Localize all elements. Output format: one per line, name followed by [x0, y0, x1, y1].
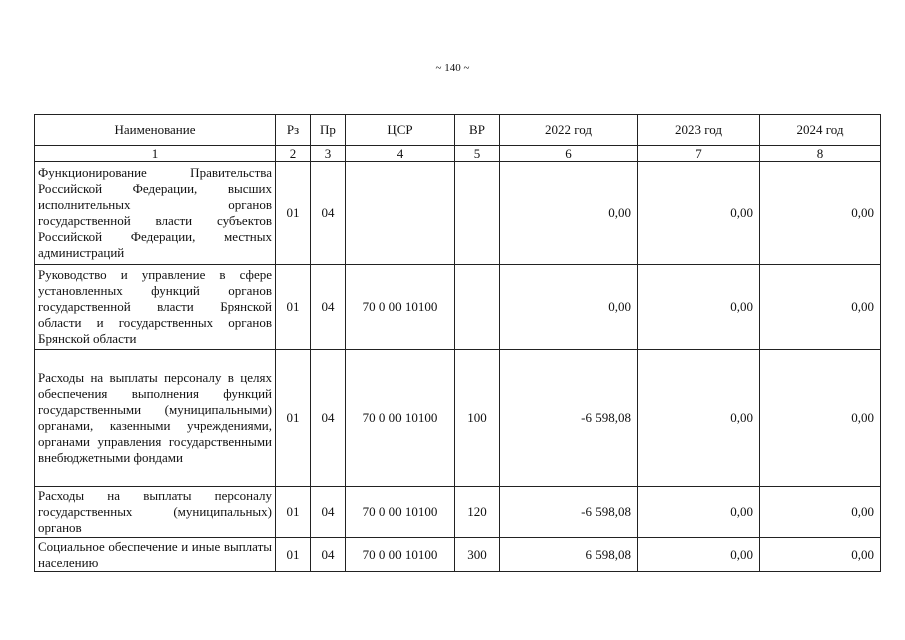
row-pr: 04	[311, 487, 346, 538]
header-row	[35, 115, 881, 146]
column-number: 8	[760, 146, 881, 162]
row-name: Расходы на выплаты персоналу государственных (муниципальных) органов	[35, 487, 276, 538]
row-pr: 04	[311, 265, 346, 350]
column-number: 5	[455, 146, 500, 162]
table-row	[35, 487, 881, 538]
row-2024: 0,00	[760, 350, 881, 487]
column-number: 2	[276, 146, 311, 162]
header-2024: 2024 год	[760, 115, 881, 146]
row-rz: 01	[276, 265, 311, 350]
row-rz: 01	[276, 162, 311, 265]
row-2024: 0,00	[760, 538, 881, 572]
header-csr: ЦСР	[346, 115, 455, 146]
row-name: Руководство и управление в сфере установленных функций органов государственной власти Брянской области и государственных органов Брянской области	[35, 265, 276, 350]
table-row	[35, 350, 881, 487]
header-vr: ВР	[455, 115, 500, 146]
row-name: Расходы на выплаты персоналу в целях обеспечения выполнения функций государственными (муниципальными) органами, казенными учреждениями, органами управления государственными внебюджетными фондами	[35, 350, 276, 487]
row-csr	[346, 162, 455, 265]
row-vr	[455, 265, 500, 350]
header-2022: 2022 год	[500, 115, 638, 146]
row-name: Функционирование Правительства Российской Федерации, высших исполнительных органов государственной власти субъектов Российской Федерации, местных администраций	[35, 162, 276, 265]
row-2022: -6 598,08	[500, 350, 638, 487]
row-2023: 0,00	[638, 265, 760, 350]
column-number: 1	[35, 146, 276, 162]
row-vr: 100	[455, 350, 500, 487]
column-number: 3	[311, 146, 346, 162]
row-rz: 01	[276, 487, 311, 538]
column-number-row	[35, 146, 881, 162]
header-2023: 2023 год	[638, 115, 760, 146]
row-csr: 70 0 00 10100	[346, 487, 455, 538]
row-2023: 0,00	[638, 350, 760, 487]
row-csr: 70 0 00 10100	[346, 265, 455, 350]
row-2023: 0,00	[638, 487, 760, 538]
row-2022: -6 598,08	[500, 487, 638, 538]
row-2024: 0,00	[760, 487, 881, 538]
row-pr: 04	[311, 350, 346, 487]
row-name: Социальное обеспечение и иные выплаты населению	[35, 538, 276, 572]
column-number: 6	[500, 146, 638, 162]
row-rz: 01	[276, 538, 311, 572]
table-row	[35, 162, 881, 265]
row-vr	[455, 162, 500, 265]
row-2022: 6 598,08	[500, 538, 638, 572]
row-csr: 70 0 00 10100	[346, 350, 455, 487]
budget-table	[34, 114, 881, 572]
page-number: ~ 140 ~	[435, 62, 470, 74]
column-number: 4	[346, 146, 455, 162]
row-2023: 0,00	[638, 538, 760, 572]
row-2024: 0,00	[760, 265, 881, 350]
header-rz: Рз	[276, 115, 311, 146]
row-vr: 300	[455, 538, 500, 572]
row-csr: 70 0 00 10100	[346, 538, 455, 572]
row-pr: 04	[311, 162, 346, 265]
row-2024: 0,00	[760, 162, 881, 265]
row-rz: 01	[276, 350, 311, 487]
row-2022: 0,00	[500, 162, 638, 265]
column-number: 7	[638, 146, 760, 162]
row-vr: 120	[455, 487, 500, 538]
header-pr: Пр	[311, 115, 346, 146]
header-name: Наименование	[35, 115, 276, 146]
row-2023: 0,00	[638, 162, 760, 265]
row-pr: 04	[311, 538, 346, 572]
table-row	[35, 265, 881, 350]
row-2022: 0,00	[500, 265, 638, 350]
table-row	[35, 538, 881, 572]
